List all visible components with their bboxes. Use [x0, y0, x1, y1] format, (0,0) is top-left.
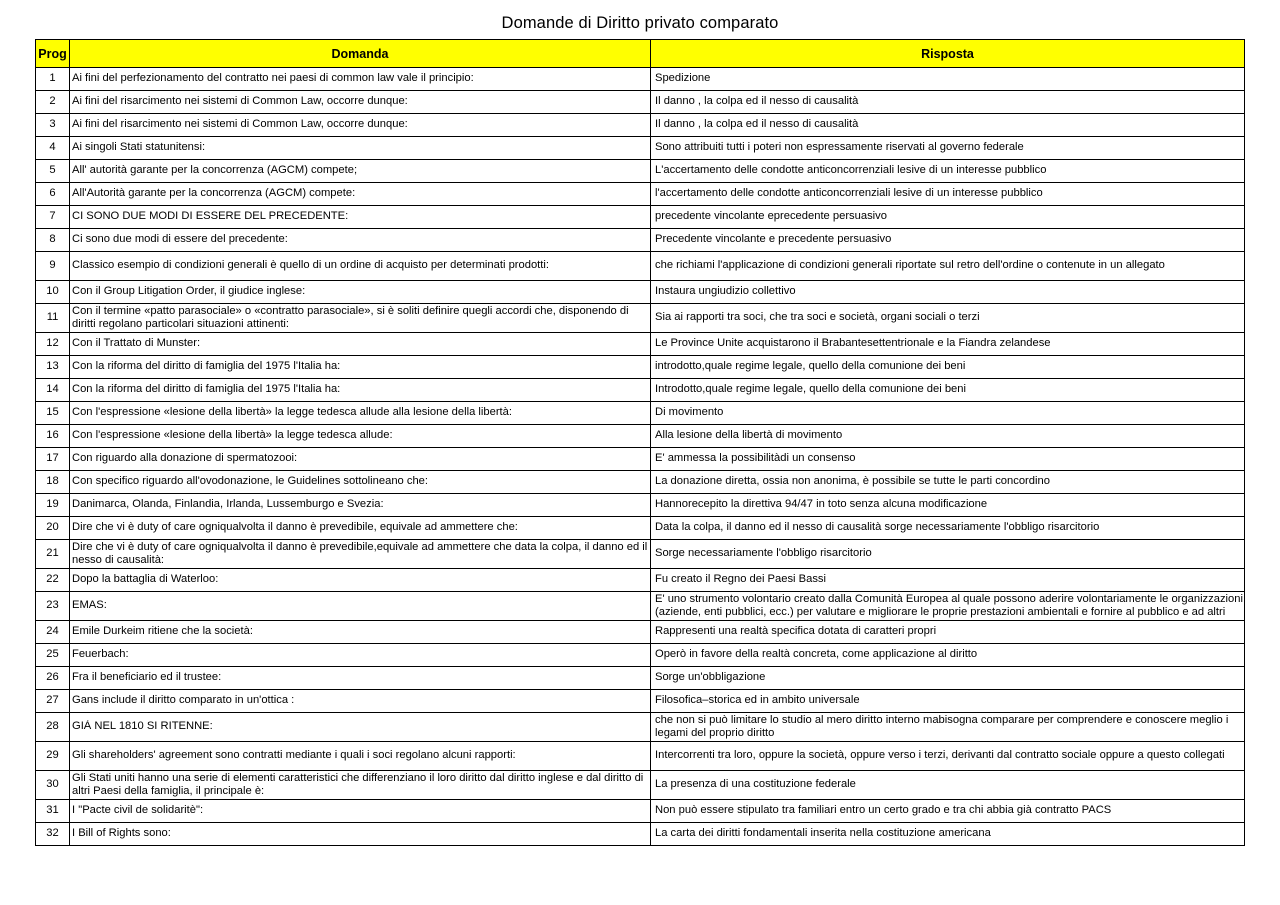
table-row [36, 771, 1245, 800]
prog-cell: 5 [36, 160, 70, 183]
risposta-text: precedente vincolante eprecedente persuasivo [655, 210, 887, 223]
table-row [36, 333, 1245, 356]
table-row [36, 304, 1245, 333]
risposta-cell [651, 229, 1245, 252]
prog-cell: 27 [36, 690, 70, 713]
domanda-cell [70, 517, 651, 540]
risposta-text: L'accertamento delle condotte anticoncorrenziali lesive di un interesse pubblico [655, 164, 1047, 177]
table-row [36, 137, 1245, 160]
prog-cell: 28 [36, 713, 70, 742]
risposta-text: La donazione diretta, ossia non anonima, è possibile se tutte le parti concordino [655, 475, 1050, 488]
domanda-cell [70, 91, 651, 114]
risposta-cell [651, 252, 1245, 281]
risposta-text: Il danno , la colpa ed il nesso di causalità [655, 95, 859, 108]
questions-table [35, 39, 1245, 846]
prog-cell: 29 [36, 742, 70, 771]
domanda-text: Feuerbach: [72, 648, 129, 661]
risposta-text: Il danno , la colpa ed il nesso di causalità [655, 118, 859, 131]
prog-cell: 9 [36, 252, 70, 281]
risposta-cell [651, 823, 1245, 846]
prog-cell: 1 [36, 68, 70, 91]
risposta-text: E' uno strumento volontario creato dalla Comunità Europea al quale possono aderire volontariamente le organizzazioni (aziende, enti pubblici, ecc.) per valutare e migliorare le proprie prestazioni ambientali e fornire al pubblico e ad altri [655, 592, 1243, 618]
table-row [36, 569, 1245, 592]
prog-cell: 26 [36, 667, 70, 690]
risposta-cell [651, 471, 1245, 494]
table-row [36, 402, 1245, 425]
table-row [36, 800, 1245, 823]
domanda-cell [70, 621, 651, 644]
prog-cell: 24 [36, 621, 70, 644]
table-row [36, 517, 1245, 540]
prog-cell: 30 [36, 771, 70, 800]
risposta-text: l'accertamento delle condotte anticoncorrenziali lesive di un interesse pubblico [655, 187, 1043, 200]
risposta-text: Fu creato il Regno dei Paesi Bassi [655, 573, 827, 586]
risposta-cell [651, 160, 1245, 183]
domanda-cell [70, 229, 651, 252]
domanda-cell [70, 425, 651, 448]
domanda-text: Dopo la battaglia di Waterloo: [72, 573, 219, 586]
table-row [36, 281, 1245, 304]
risposta-text: Operò in favore della realtà concreta, come applicazione al diritto [655, 648, 978, 661]
domanda-text: GIÀ NEL 1810 SI RITENNE: [72, 720, 213, 733]
domanda-cell [70, 742, 651, 771]
domanda-text: All' autorità garante per la concorrenza (AGCM) compete; [72, 164, 358, 177]
domanda-cell [70, 800, 651, 823]
table-body [36, 68, 1245, 846]
domanda-text: Classico esempio di condizioni generali è quello di un ordine di acquisto per determinati prodotti: [72, 259, 549, 272]
risposta-text: che richiami l'applicazione di condizioni generali riportate sul retro dell'ordine o contenute in un allegato [655, 259, 1165, 272]
table-row [36, 448, 1245, 471]
risposta-cell [651, 667, 1245, 690]
table-header [36, 40, 1245, 68]
risposta-text: Sorge un'obbligazione [655, 671, 766, 684]
table-row [36, 823, 1245, 846]
domanda-text: Ai singoli Stati statunitensi: [72, 141, 206, 154]
prog-cell: 8 [36, 229, 70, 252]
prog-cell: 13 [36, 356, 70, 379]
risposta-cell [651, 592, 1245, 621]
prog-cell: 16 [36, 425, 70, 448]
table-row [36, 494, 1245, 517]
risposta-text: Le Province Unite acquistarono il Brabantesettentrionale e la Fiandra zelandese [655, 337, 1051, 350]
domanda-cell [70, 823, 651, 846]
prog-cell: 32 [36, 823, 70, 846]
risposta-cell [651, 91, 1245, 114]
domanda-text: Con la riforma del diritto di famiglia del 1975 l'Italia ha: [72, 360, 341, 373]
risposta-cell [651, 494, 1245, 517]
prog-cell: 6 [36, 183, 70, 206]
risposta-text: Precedente vincolante e precedente persuasivo [655, 233, 892, 246]
risposta-text: La presenza di una costituzione federale [655, 778, 856, 791]
risposta-text: Sono attribuiti tutti i poteri non espressamente riservati al governo federale [655, 141, 1024, 154]
risposta-cell [651, 137, 1245, 160]
risposta-cell [651, 569, 1245, 592]
domanda-text: Con il Group Litigation Order, il giudice inglese: [72, 285, 306, 298]
risposta-cell [651, 402, 1245, 425]
risposta-cell [651, 690, 1245, 713]
domanda-text: EMAS: [72, 599, 107, 612]
domanda-text: I Bill of Rights sono: [72, 827, 171, 840]
domanda-text: Fra il beneficiario ed il trustee: [72, 671, 222, 684]
risposta-text: Hannorecepito la direttiva 94/47 in toto senza alcuna modificazione [655, 498, 988, 511]
risposta-text: Spedizione [655, 72, 711, 85]
domanda-cell [70, 281, 651, 304]
domanda-cell [70, 494, 651, 517]
prog-cell: 23 [36, 592, 70, 621]
prog-cell: 31 [36, 800, 70, 823]
table-row [36, 540, 1245, 569]
table-row [36, 690, 1245, 713]
risposta-text: Intercorrenti tra loro, oppure la società, oppure verso i terzi, derivanti dal contratto sociale oppure a questo collegati [655, 749, 1225, 762]
table-row [36, 713, 1245, 742]
header-domanda: Domanda [70, 40, 651, 68]
prog-cell: 21 [36, 540, 70, 569]
domanda-cell [70, 592, 651, 621]
domanda-text: Con l'espressione «lesione della libertà» la legge tedesca allude: [72, 429, 393, 442]
prog-cell: 18 [36, 471, 70, 494]
risposta-cell [651, 333, 1245, 356]
risposta-cell [651, 304, 1245, 333]
domanda-text: I "Pacte civil de solidaritè": [72, 804, 204, 817]
table-row [36, 68, 1245, 91]
domanda-cell [70, 356, 651, 379]
domanda-cell [70, 137, 651, 160]
risposta-cell [651, 114, 1245, 137]
domanda-text: Con specifico riguardo all'ovodonazione, le Guidelines sottolineano che: [72, 475, 429, 488]
risposta-cell [651, 713, 1245, 742]
table-row [36, 667, 1245, 690]
risposta-cell [651, 621, 1245, 644]
table-row [36, 183, 1245, 206]
table-row [36, 206, 1245, 229]
domanda-cell [70, 569, 651, 592]
domanda-cell [70, 379, 651, 402]
domanda-text: CI SONO DUE MODI DI ESSERE DEL PRECEDENTE: [72, 210, 349, 223]
table-row [36, 471, 1245, 494]
prog-cell: 15 [36, 402, 70, 425]
prog-cell: 10 [36, 281, 70, 304]
prog-cell: 4 [36, 137, 70, 160]
risposta-text: E' ammessa la possibilitàdi un consenso [655, 452, 856, 465]
domanda-cell [70, 713, 651, 742]
domanda-cell [70, 644, 651, 667]
domanda-text: Dire che vi è duty of care ogniqualvolta il danno è prevedibile, equivale ad ammettere che: [72, 521, 518, 534]
domanda-text: Danimarca, Olanda, Finlandia, Irlanda, Lussemburgo e Svezia: [72, 498, 384, 511]
prog-cell: 25 [36, 644, 70, 667]
risposta-cell [651, 68, 1245, 91]
table-row [36, 252, 1245, 281]
risposta-text: introdotto,quale regime legale, quello della comunione dei beni [655, 360, 966, 373]
risposta-cell [651, 281, 1245, 304]
domanda-cell [70, 206, 651, 229]
risposta-text: Alla lesione della libertà di movimento [655, 429, 843, 442]
domanda-text: Con il Trattato di Munster: [72, 337, 201, 350]
domanda-cell [70, 333, 651, 356]
prog-cell: 3 [36, 114, 70, 137]
table-row [36, 356, 1245, 379]
prog-cell: 7 [36, 206, 70, 229]
domanda-cell [70, 771, 651, 800]
risposta-text: Filosofica–storica ed in ambito universale [655, 694, 860, 707]
risposta-cell [651, 742, 1245, 771]
domanda-text: Gli shareholders' agreement sono contratti mediante i quali i soci regolano alcuni rapporti: [72, 749, 516, 762]
domanda-cell [70, 183, 651, 206]
domanda-cell [70, 252, 651, 281]
risposta-text: Instaura ungiudizio collettivo [655, 285, 796, 298]
header-risposta: Risposta [651, 40, 1245, 68]
prog-cell: 17 [36, 448, 70, 471]
domanda-cell [70, 471, 651, 494]
table-row [36, 160, 1245, 183]
domanda-cell [70, 68, 651, 91]
risposta-text: La carta dei diritti fondamentali inserita nella costituzione americana [655, 827, 991, 840]
risposta-cell [651, 517, 1245, 540]
risposta-cell [651, 800, 1245, 823]
risposta-text: Data la colpa, il danno ed il nesso di causalità sorge necessariamente l'obbligo risarcitorio [655, 521, 1100, 534]
domanda-text: Ci sono due modi di essere del precedente: [72, 233, 288, 246]
risposta-text: Di movimento [655, 406, 724, 419]
domanda-text: Ai fini del risarcimento nei sistemi di Common Law, occorre dunque: [72, 95, 408, 108]
prog-cell: 22 [36, 569, 70, 592]
prog-cell: 11 [36, 304, 70, 333]
prog-cell: 2 [36, 91, 70, 114]
domanda-text: Con la riforma del diritto di famiglia del 1975 l'Italia ha: [72, 383, 341, 396]
domanda-cell [70, 114, 651, 137]
risposta-text: Sorge necessariamente l'obbligo risarcitorio [655, 547, 872, 560]
domanda-cell [70, 540, 651, 569]
table-row [36, 379, 1245, 402]
domanda-text: Ai fini del risarcimento nei sistemi di Common Law, occorre dunque: [72, 118, 408, 131]
domanda-cell [70, 160, 651, 183]
domanda-cell [70, 304, 651, 333]
domanda-text: Con il termine «patto parasociale» o «contratto parasociale», si è soliti definire quegli accordi che, disponendo di diritti regolano particolari situazioni attinenti: [72, 304, 629, 330]
table-row [36, 621, 1245, 644]
risposta-text: Introdotto,quale regime legale, quello della comunione dei beni [655, 383, 966, 396]
table-row [36, 592, 1245, 621]
domanda-text: Emile Durkeim ritiene che la società: [72, 625, 253, 638]
risposta-cell [651, 206, 1245, 229]
domanda-text: All'Autorità garante per la concorrenza (AGCM) compete: [72, 187, 356, 200]
domanda-cell [70, 402, 651, 425]
risposta-cell [651, 540, 1245, 569]
domanda-cell [70, 690, 651, 713]
prog-cell: 20 [36, 517, 70, 540]
risposta-cell [651, 183, 1245, 206]
risposta-cell [651, 356, 1245, 379]
risposta-cell [651, 448, 1245, 471]
page-title: Domande di Diritto privato comparato [501, 14, 779, 32]
table-row [36, 114, 1245, 137]
domanda-text: Ai fini del perfezionamento del contratto nei paesi di common law vale il principio: [72, 72, 474, 85]
table-row [36, 91, 1245, 114]
prog-cell: 12 [36, 333, 70, 356]
risposta-cell [651, 379, 1245, 402]
risposta-cell [651, 425, 1245, 448]
domanda-text: Gli Stati uniti hanno una serie di elementi caratteristici che differenziano il loro diritto dal diritto inglese e dal diritto di altri Paesi della famiglia, il principale è: [72, 771, 644, 797]
domanda-cell [70, 667, 651, 690]
risposta-text: Rappresenti una realtà specifica dotata di caratteri propri [655, 625, 937, 638]
domanda-text: Gans include il diritto comparato in un'ottica : [72, 694, 295, 707]
table-row [36, 425, 1245, 448]
table-row [36, 742, 1245, 771]
risposta-text: Sia ai rapporti tra soci, che tra soci e società, organi sociali o terzi [655, 311, 980, 324]
prog-cell: 14 [36, 379, 70, 402]
domanda-text: Con riguardo alla donazione di spermatozooi: [72, 452, 298, 465]
domanda-text: Con l'espressione «lesione della libertà» la legge tedesca allude alla lesione della libertà: [72, 406, 512, 419]
risposta-text: che non si può limitare lo studio al mero diritto interno mabisogna comparare per comprendere e conoscere meglio i legami del proprio diritto [655, 713, 1229, 739]
risposta-cell [651, 644, 1245, 667]
table-row [36, 644, 1245, 667]
header-prog: Prog [36, 40, 70, 68]
domanda-text: Dire che vi è duty of care ogniqualvolta il danno è prevedibile,equivale ad ammettere che data la colpa, il danno ed il nesso di causalità: [72, 540, 648, 566]
risposta-cell [651, 771, 1245, 800]
prog-cell: 19 [36, 494, 70, 517]
domanda-cell [70, 448, 651, 471]
risposta-text: Non può essere stipulato tra familiari entro un certo grado e tra chi abbia già contratto PACS [655, 804, 1112, 817]
table-row [36, 229, 1245, 252]
